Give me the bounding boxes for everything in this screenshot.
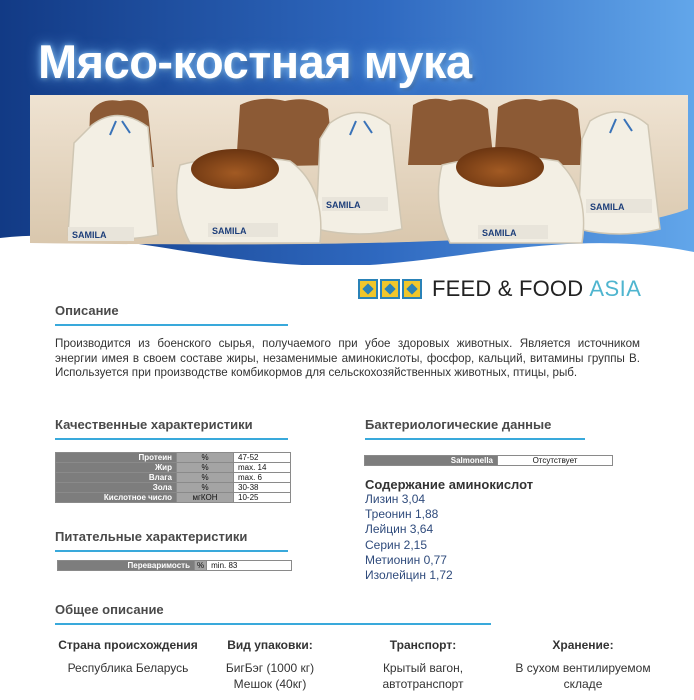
quality-value: 30-38 [234, 483, 291, 493]
quality-name: Зола [56, 483, 177, 493]
packaging-label: Вид упаковки: [227, 638, 313, 652]
description-heading: Описание [55, 303, 288, 326]
packaging-value-1: БигБэг (1000 кг) [225, 661, 315, 675]
storage-label: Хранение: [552, 638, 614, 652]
list-item: Метионин 0,77 [365, 552, 447, 567]
table-row [56, 453, 291, 463]
amino-list [365, 492, 453, 583]
description-text: Производится из боенского сырья, получаемого при убое здоровых животных. Является источником энергии имея в своем составе жиры, незаменимые аминокислоты, фосфор, кальций, витамины группы В. Используется при производстве комбикормов для сельскохозяйственных животных, птицы, рыб. [55, 337, 640, 379]
list-item: Лизин 3,04 [365, 492, 426, 506]
table-row [56, 473, 291, 483]
bag-label-5: SAMILA [590, 202, 625, 212]
quality-unit: % [177, 453, 234, 463]
storage-value-1: В сухом вентилируемом [515, 661, 651, 675]
bacteria-heading: Бактериологические данные [365, 417, 585, 440]
quality-value: max. 14 [234, 463, 291, 473]
table-row [56, 463, 291, 473]
transport-label: Транспорт: [389, 638, 457, 652]
list-item: Серин 2,15 [365, 537, 428, 552]
bag-label-3: SAMILA [326, 200, 361, 210]
quality-table [55, 452, 291, 503]
list-item: Треонин 1,88 [365, 507, 439, 522]
quality-name: Жир [56, 463, 177, 473]
quality-unit: % [177, 473, 234, 483]
bacteria-name: Salmonella [365, 456, 498, 466]
quality-name: Кислотное число [56, 493, 177, 503]
quality-value: max. 6 [234, 473, 291, 483]
amino-heading: Содержание аминокислот [365, 477, 534, 492]
nutrition-heading: Питательные характеристики [55, 529, 288, 552]
brand-name: FEED & FOOD [432, 276, 584, 301]
product-photo [30, 95, 688, 247]
page-title: Мясо-костная мука [38, 35, 472, 88]
nutrition-value: min. 83 [207, 561, 292, 571]
brand-suffix: ASIA [589, 276, 642, 301]
general-transport [364, 638, 482, 692]
brand-tiles-icon [358, 279, 422, 299]
general-storage [506, 638, 660, 692]
general-origin [50, 638, 206, 676]
quality-value: 47-52 [234, 453, 291, 463]
transport-value-2: автотранспорт [382, 677, 464, 691]
quality-unit: % [177, 463, 234, 473]
storage-value-2: складе [563, 677, 603, 691]
header-banner [0, 0, 694, 265]
list-item: Лейцин 3,64 [365, 522, 434, 537]
quality-unit: % [177, 483, 234, 493]
quality-unit: мгКОН [177, 493, 234, 503]
general-packaging [212, 638, 328, 692]
table-row [365, 456, 613, 466]
nutrition-unit: % [195, 561, 207, 571]
general-heading: Общее описание [55, 602, 491, 625]
bacteria-value: Отсутствует [498, 456, 613, 466]
bag-label-4: SAMILA [482, 228, 517, 238]
transport-value-1: Крытый вагон, [382, 661, 464, 675]
nutrition-name: Переваримость [58, 561, 195, 571]
bag-label-1: SAMILA [72, 230, 107, 240]
bacteria-table [364, 455, 613, 466]
quality-value: 10-25 [234, 493, 291, 503]
origin-label: Страна происхождения [58, 638, 198, 652]
packaging-value-2: Мешок (40кг) [233, 677, 307, 691]
nutrition-table [57, 560, 292, 571]
list-item: Изолейцин 1,72 [365, 568, 453, 583]
bag-label-2: SAMILA [212, 226, 247, 236]
origin-value: Республика Беларусь [67, 661, 189, 675]
table-row [58, 561, 292, 571]
brand-logo [358, 277, 641, 301]
quality-heading: Качественные характеристики [55, 417, 288, 440]
table-row [56, 493, 291, 503]
quality-name: Влага [56, 473, 177, 483]
quality-name: Протеин [56, 453, 177, 463]
table-row [56, 483, 291, 493]
